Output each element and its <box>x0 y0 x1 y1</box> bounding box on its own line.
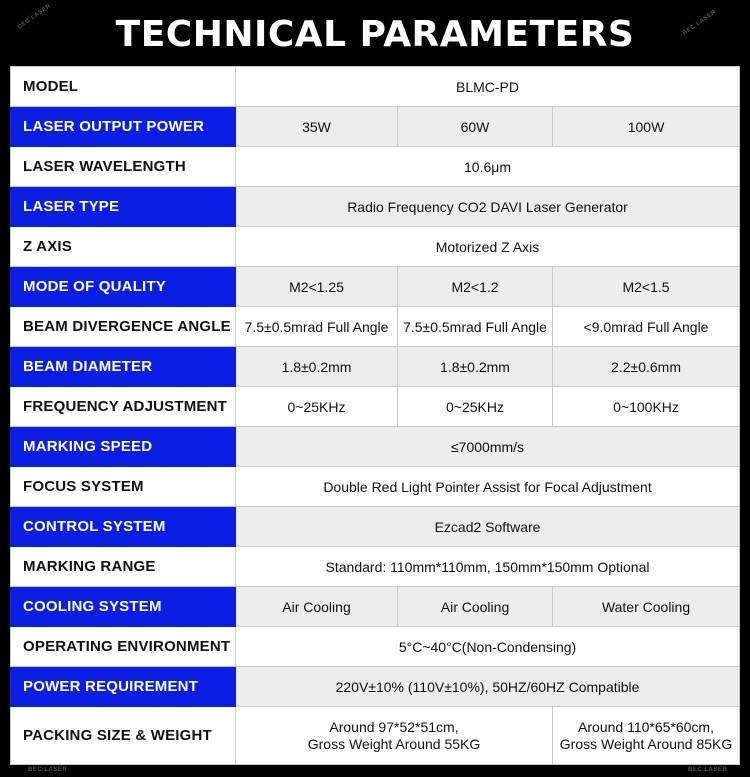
table-row <box>11 587 740 627</box>
row-label: FREQUENCY ADJUSTMENT <box>11 387 236 427</box>
table-row <box>11 467 740 507</box>
row-value: 0~100KHz <box>553 387 740 427</box>
watermark: BEC LASER <box>28 767 68 773</box>
row-value: Motorized Z Axis <box>236 227 740 267</box>
row-value: Double Red Light Pointer Assist for Focal Adjustment <box>236 467 740 507</box>
row-value: 1.8±0.2mm <box>398 347 553 387</box>
table-row <box>11 627 740 667</box>
table-row <box>11 227 740 267</box>
row-value: 7.5±0.5mrad Full Angle <box>398 307 553 347</box>
row-value: 10.6μm <box>236 147 740 187</box>
table-row <box>11 147 740 187</box>
row-label: MARKING SPEED <box>11 427 236 467</box>
row-label: LASER OUTPUT POWER <box>11 107 236 147</box>
row-label: BEAM DIVERGENCE ANGLE <box>11 307 236 347</box>
row-label: MODE OF QUALITY <box>11 267 236 307</box>
row-label: COOLING SYSTEM <box>11 587 236 627</box>
row-label: Z AXIS <box>11 227 236 267</box>
row-value: <9.0mrad Full Angle <box>553 307 740 347</box>
row-value: 60W <box>398 107 553 147</box>
row-value: 220V±10% (110V±10%), 50HZ/60HZ Compatible <box>236 667 740 707</box>
row-value <box>553 707 740 765</box>
parameters-table <box>10 66 740 765</box>
table-row <box>11 667 740 707</box>
table-row <box>11 427 740 467</box>
row-value: BLMC-PD <box>236 67 740 107</box>
row-value: M2<1.5 <box>553 267 740 307</box>
table-row <box>11 67 740 107</box>
table-row <box>11 347 740 387</box>
row-value: 1.8±0.2mm <box>236 347 398 387</box>
row-value: M2<1.25 <box>236 267 398 307</box>
row-label: MARKING RANGE <box>11 547 236 587</box>
row-value: ≤7000mm/s <box>236 427 740 467</box>
row-label: BEAM DIAMETER <box>11 347 236 387</box>
row-value: Ezcad2 Software <box>236 507 740 547</box>
row-value: 100W <box>553 107 740 147</box>
row-value: 5°C~40°C(Non-Condensing) <box>236 627 740 667</box>
table-row <box>11 507 740 547</box>
row-label: MODEL <box>11 67 236 107</box>
row-value: 2.2±0.6mm <box>553 347 740 387</box>
row-label: OPERATING ENVIRONMENT <box>11 627 236 667</box>
row-value-line: Around 97*52*51cm, <box>329 718 459 735</box>
table-row <box>11 707 740 765</box>
row-label: FOCUS SYSTEM <box>11 467 236 507</box>
row-value: Air Cooling <box>236 587 398 627</box>
watermark: BEC LASER <box>681 9 718 37</box>
row-label: LASER WAVELENGTH <box>11 147 236 187</box>
row-value: Radio Frequency CO2 DAVI Laser Generator <box>236 187 740 227</box>
watermark: BEC LASER <box>16 3 53 31</box>
watermark: BEC LASER <box>688 767 728 773</box>
row-value: Water Cooling <box>553 587 740 627</box>
row-label: POWER REQUIREMENT <box>11 667 236 707</box>
table-row <box>11 547 740 587</box>
row-value-line: Gross Weight Around 55KG <box>307 735 481 752</box>
row-value-line: Gross Weight Around 85KG <box>559 735 733 752</box>
row-value: 35W <box>236 107 398 147</box>
row-value: M2<1.2 <box>398 267 553 307</box>
table-row <box>11 387 740 427</box>
row-value: Air Cooling <box>398 587 553 627</box>
row-value: 0~25KHz <box>236 387 398 427</box>
row-value: 7.5±0.5mrad Full Angle <box>236 307 398 347</box>
row-label: LASER TYPE <box>11 187 236 227</box>
table-row <box>11 307 740 347</box>
row-value-line: Around 110*65*60cm, <box>578 718 714 735</box>
row-label: PACKING SIZE & WEIGHT <box>11 707 236 765</box>
table-row <box>11 187 740 227</box>
row-label: CONTROL SYSTEM <box>11 507 236 547</box>
row-value: Standard: 110mm*110mm, 150mm*150mm Optional <box>236 547 740 587</box>
row-value <box>236 707 553 765</box>
table-row <box>11 267 740 307</box>
row-value: 0~25KHz <box>398 387 553 427</box>
page-title: TECHNICAL PARAMETERS <box>115 14 635 55</box>
table-row <box>11 107 740 147</box>
